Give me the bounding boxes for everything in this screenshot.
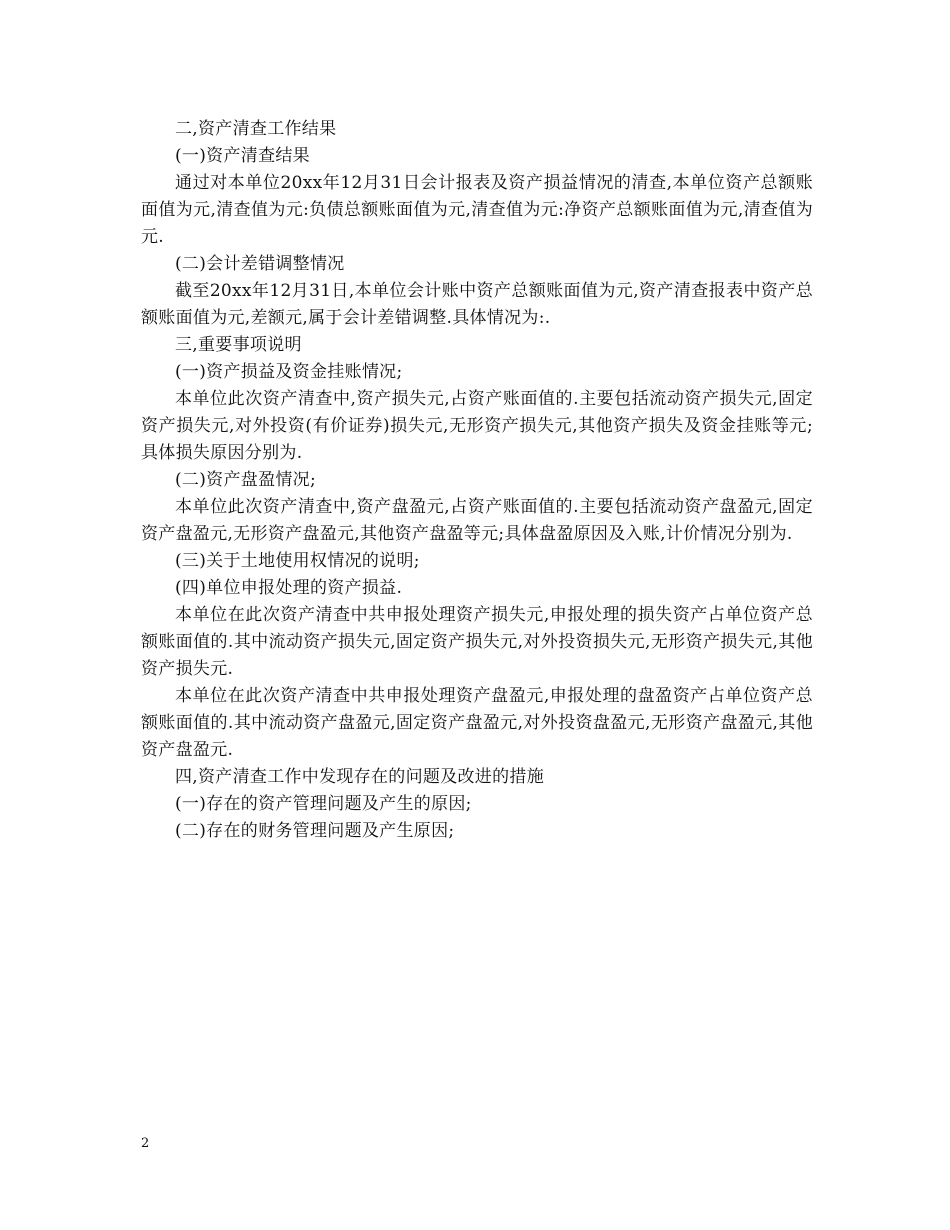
subsection-heading-financial-management-problems: (二)存在的财务管理问题及产生原因; — [175, 821, 455, 841]
page-number: 2 — [141, 1136, 150, 1151]
subsection-heading-asset-surplus: (二)资产盘盈情况; — [175, 470, 316, 490]
section-heading-important-matters: 三,重要事项说明 — [175, 335, 302, 355]
document-body — [141, 116, 813, 845]
paragraph-inventory-results: 通过对本单位20xx年12月31日会计报表及资产损益情况的清查,本单位资产总额账面值为元,清查值为元:负债总额账面值为元,清查值为元:净资产总额账面值为元,清查值为元. — [141, 173, 813, 247]
paragraph-declared-losses: 本单位在此次资产清查中共申报处理资产损失元,申报处理的损失资产占单位资产总额账面值的.其中流动资产损失元,固定资产损失元,对外投资损失元,无形资产损失元,其他资产损失元. — [141, 605, 813, 679]
section-heading-results: 二,资产清查工作结果 — [175, 119, 337, 139]
paragraph-asset-surplus: 本单位此次资产清查中,资产盘盈元,占资产账面值的.主要包括流动资产盘盈元,固定资产盘盈元,无形资产盘盈元,其他资产盘盈等元;具体盘盈原因及入账,计价情况分别为. — [141, 497, 813, 544]
subsection-heading-accounting-corrections: (二)会计差错调整情况 — [175, 254, 345, 274]
subsection-heading-inventory-results: (一)资产清查结果 — [175, 146, 310, 166]
section-heading-problems-and-measures: 四,资产清查工作中发现存在的问题及改进的措施 — [175, 767, 545, 787]
subsection-heading-land-use-rights: (三)关于土地使用权情况的说明; — [175, 551, 420, 571]
paragraph-accounting-corrections: 截至20xx年12月31日,本单位会计账中资产总额账面值为元,资产清查报表中资产总额账面值为元,差额元,属于会计差错调整.具体情况为:. — [141, 281, 813, 328]
paragraph-asset-losses: 本单位此次资产清查中,资产损失元,占资产账面值的.主要包括流动资产损失元,固定资产损失元,对外投资(有价证券)损失元,无形资产损失元,其他资产损失及资金挂账等元;具体损失原因分别为. — [141, 389, 813, 463]
subsection-heading-asset-management-problems: (一)存在的资产管理问题及产生的原因; — [175, 794, 472, 814]
subsection-heading-declared-gains-losses: (四)单位申报处理的资产损益. — [175, 578, 403, 598]
paragraph-declared-surplus: 本单位在此次资产清查中共申报处理资产盘盈元,申报处理的盘盈资产占单位资产总额账面值的.其中流动资产盘盈元,固定资产盘盈元,对外投资盘盈元,无形资产盘盈元,其他资产盘盈元. — [141, 686, 813, 760]
subsection-heading-asset-losses: (一)资产损益及资金挂账情况; — [175, 362, 403, 382]
